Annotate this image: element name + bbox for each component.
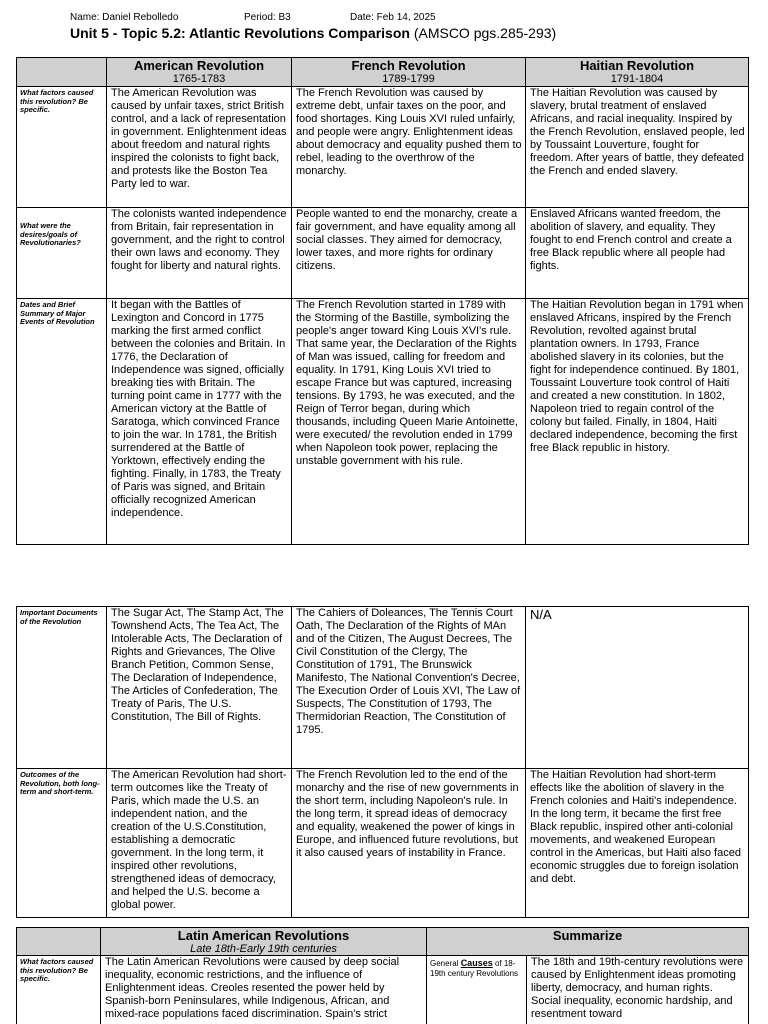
- cell-american: The colonists wanted independence from Britain, fair representation in government, and the right to control their own laws and economy. They fought for liberty and natural rights.: [107, 208, 292, 299]
- header-summarize: Summarize: [427, 928, 749, 956]
- cell-summary: The 18th and 19th-century revolutions were caused by Enlightenment ideas promoting liberty, democracy, and human rights. Social inequality, economic hardship, and resentment toward: [527, 956, 749, 1024]
- latin-american-table: [16, 927, 749, 1024]
- comparison-table-1: [16, 57, 749, 545]
- title-main: Unit 5 - Topic 5.2: Atlantic Revolutions Comparison: [70, 25, 410, 41]
- table-row: [17, 299, 749, 545]
- cell-french: The French Revolution started in 1789 with the Storming of the Bastille, symbolizing the people's anger toward King Louis XVI's rule. That same year, the Declaration of the Rights of Man was issued, calling for freedom and equality. In 1791, King Louis XVI tried to escape France but was captured, increasing tensions. By 1793, he was executed, and the Reign of Terror began, during which thousands, including Queen Marie Antoinette, were executed/ the revolution ended in 1799 when Napoleon took power, replacing the unstable government with his rule.: [292, 299, 526, 545]
- cell-latin-american: The Latin American Revolutions were caused by deep social inequality, economic restrictions, and the influence of Enlightenment ideas. Creoles resented the power held by Spanish-born Peninsulares, while Indigenous, African, and mixed-race populations faced discrimination. Spain's strict: [101, 956, 427, 1024]
- cell-american: It began with the Battles of Lexington and Concord in 1775 marking the first armed conflict between the colonies and Britain. In 1776, the Declaration of Independence was signed, officially breaking ties with Britain. The turning point came in 1777 with the American victory at the Battle of Saratoga, which convinced France to join the war. In 1781, the British surrendered at the Battle of Yorktown, effectively ending the fighting. Finally, in 1783, the Treaty of Paris was signed, and Britain officially recognized American independence.: [107, 299, 292, 545]
- cell-american: The Sugar Act, The Stamp Act, The Townshend Acts, The Tea Act, The Intolerable Acts, The Declaration of Rights and Grievances, The Olive Branch Petition, Common Sense, The Declaration of Independence, The Articles of Confederation, The Treaty of Paris, The U.S. Constitution, The Bill of Rights.: [107, 607, 292, 769]
- row-question: Outcomes of the Revolution, both long-term and short-term.: [17, 769, 107, 918]
- cell-american: The American Revolution was caused by unfair taxes, strict British control, and a lack of representation in government. Enlightenment ideas about freedom and natural rights inspired the colonists to fight back, and protests like the Boston Tea Party led to war.: [107, 87, 292, 208]
- table-row: [17, 607, 749, 769]
- table-row: [17, 769, 749, 918]
- title-reference: (AMSCO pgs.285-293): [413, 25, 557, 41]
- cell-haitian: Enslaved Africans wanted freedom, the abolition of slavery, and equality. They fought to end French control and create a free Black republic where all people had fights.: [526, 208, 749, 299]
- table-row: [17, 87, 749, 208]
- header-row: [17, 928, 749, 956]
- row-question: Dates and Brief Summary of Major Events of Revolution: [17, 299, 107, 545]
- student-period: Period: B3: [244, 12, 291, 23]
- cell-french: People wanted to end the monarchy, create a fair government, and have equality among all social classes. They aimed for democracy, lower taxes, and more rights for ordinary citizens.: [292, 208, 526, 299]
- row-question: What factors caused this revolution? Be specific.: [17, 87, 107, 208]
- summary-question: General Causes of 18-19th century Revolutions: [427, 956, 527, 1024]
- student-name: Name: Daniel Rebolledo: [70, 12, 179, 23]
- row-question: What were the desires/goals of Revolutionaries?: [17, 208, 107, 299]
- page-title: [70, 25, 556, 41]
- row-question: Important Documents of the Revolution: [17, 607, 107, 769]
- header-latin-american: Latin American Revolutions Late 18th-Early 19th centuries: [101, 928, 427, 956]
- cell-french: The French Revolution led to the end of the monarchy and the rise of new governments in the short term, including Napoleon's rule. In the long term, it spread ideas of democracy and equality, weakened the power of kings in Europe, and influenced future revolutions, but it also caused years of instability in France.: [292, 769, 526, 918]
- row-question: What factors caused this revolution? Be specific.: [17, 956, 101, 1024]
- cell-french: The French Revolution was caused by extreme debt, unfair taxes on the poor, and food shortages. King Louis XVI ruled unfairly, and people were angry. Enlightenment ideas about democracy and equality pushed them to rebel, leading to the overthrow of the monarchy.: [292, 87, 526, 208]
- header-blank-cell: [17, 58, 107, 87]
- assignment-date: Date: Feb 14, 2025: [350, 12, 436, 23]
- cell-haitian: N/A: [526, 607, 749, 769]
- header-american: American Revolution 1765-1783: [107, 58, 292, 87]
- header-row: [17, 58, 749, 87]
- header-blank-cell: [17, 928, 101, 956]
- table-row: [17, 956, 749, 1024]
- cell-haitian: The Haitian Revolution was caused by slavery, brutal treatment of enslaved Africans, and racial inequality. Inspired by the French Revolution, enslaved people, led by Toussaint Louverture, fought for freedom. After years of battle, they defeated the French and ended slavery.: [526, 87, 749, 208]
- cell-american: The American Revolution had short-term outcomes like the Treaty of Paris, which made the U.S. an independent nation, and the creation of the U.S.Constitution, establishing a democratic government. In the long term, it inspired other revolutions, strengthened ideas of democracy, and helped the U.S. become a global power.: [107, 769, 292, 918]
- header-french: French Revolution 1789-1799: [292, 58, 526, 87]
- cell-haitian: The Haitian Revolution had short-term effects like the abolition of slavery in the French colonies and Haiti's independence. In the long term, it became the first free Black republic, inspired other anti-colonial movements, and weakened European control in the Americas, but Haiti also faced economic struggles due to foreign isolation and debt.: [526, 769, 749, 918]
- cell-french: The Cahiers of Doleances, The Tennis Court Oath, The Declaration of the Rights of MAn and of the Citizen, The August Decrees, The Civil Constitution of the Clergy, The Constitution of 1791, The Brunswick Manifesto, The National Convention's Decree, The Execution Order of Louis XVI, The Law of Suspects, The Constitution of 1793, The Thermidorian Reaction, The Constitution of 1795.: [292, 607, 526, 769]
- cell-haitian: The Haitian Revolution began in 1791 when enslaved Africans, inspired by the French Revolution, revolted against brutal plantation owners. In 1793, France abolished slavery in its colonies, but the fight for independence continued. By 1801, Toussaint Louverture took control of Haiti and created a new constitution. In 1802, Napoleon tried to regain control of the colony but failed. Finally, in 1804, Haiti declared independence, becoming the first free Black republic in history.: [526, 299, 749, 545]
- comparison-table-2: [16, 606, 749, 918]
- table-row: [17, 208, 749, 299]
- header-haitian: Haitian Revolution 1791-1804: [526, 58, 749, 87]
